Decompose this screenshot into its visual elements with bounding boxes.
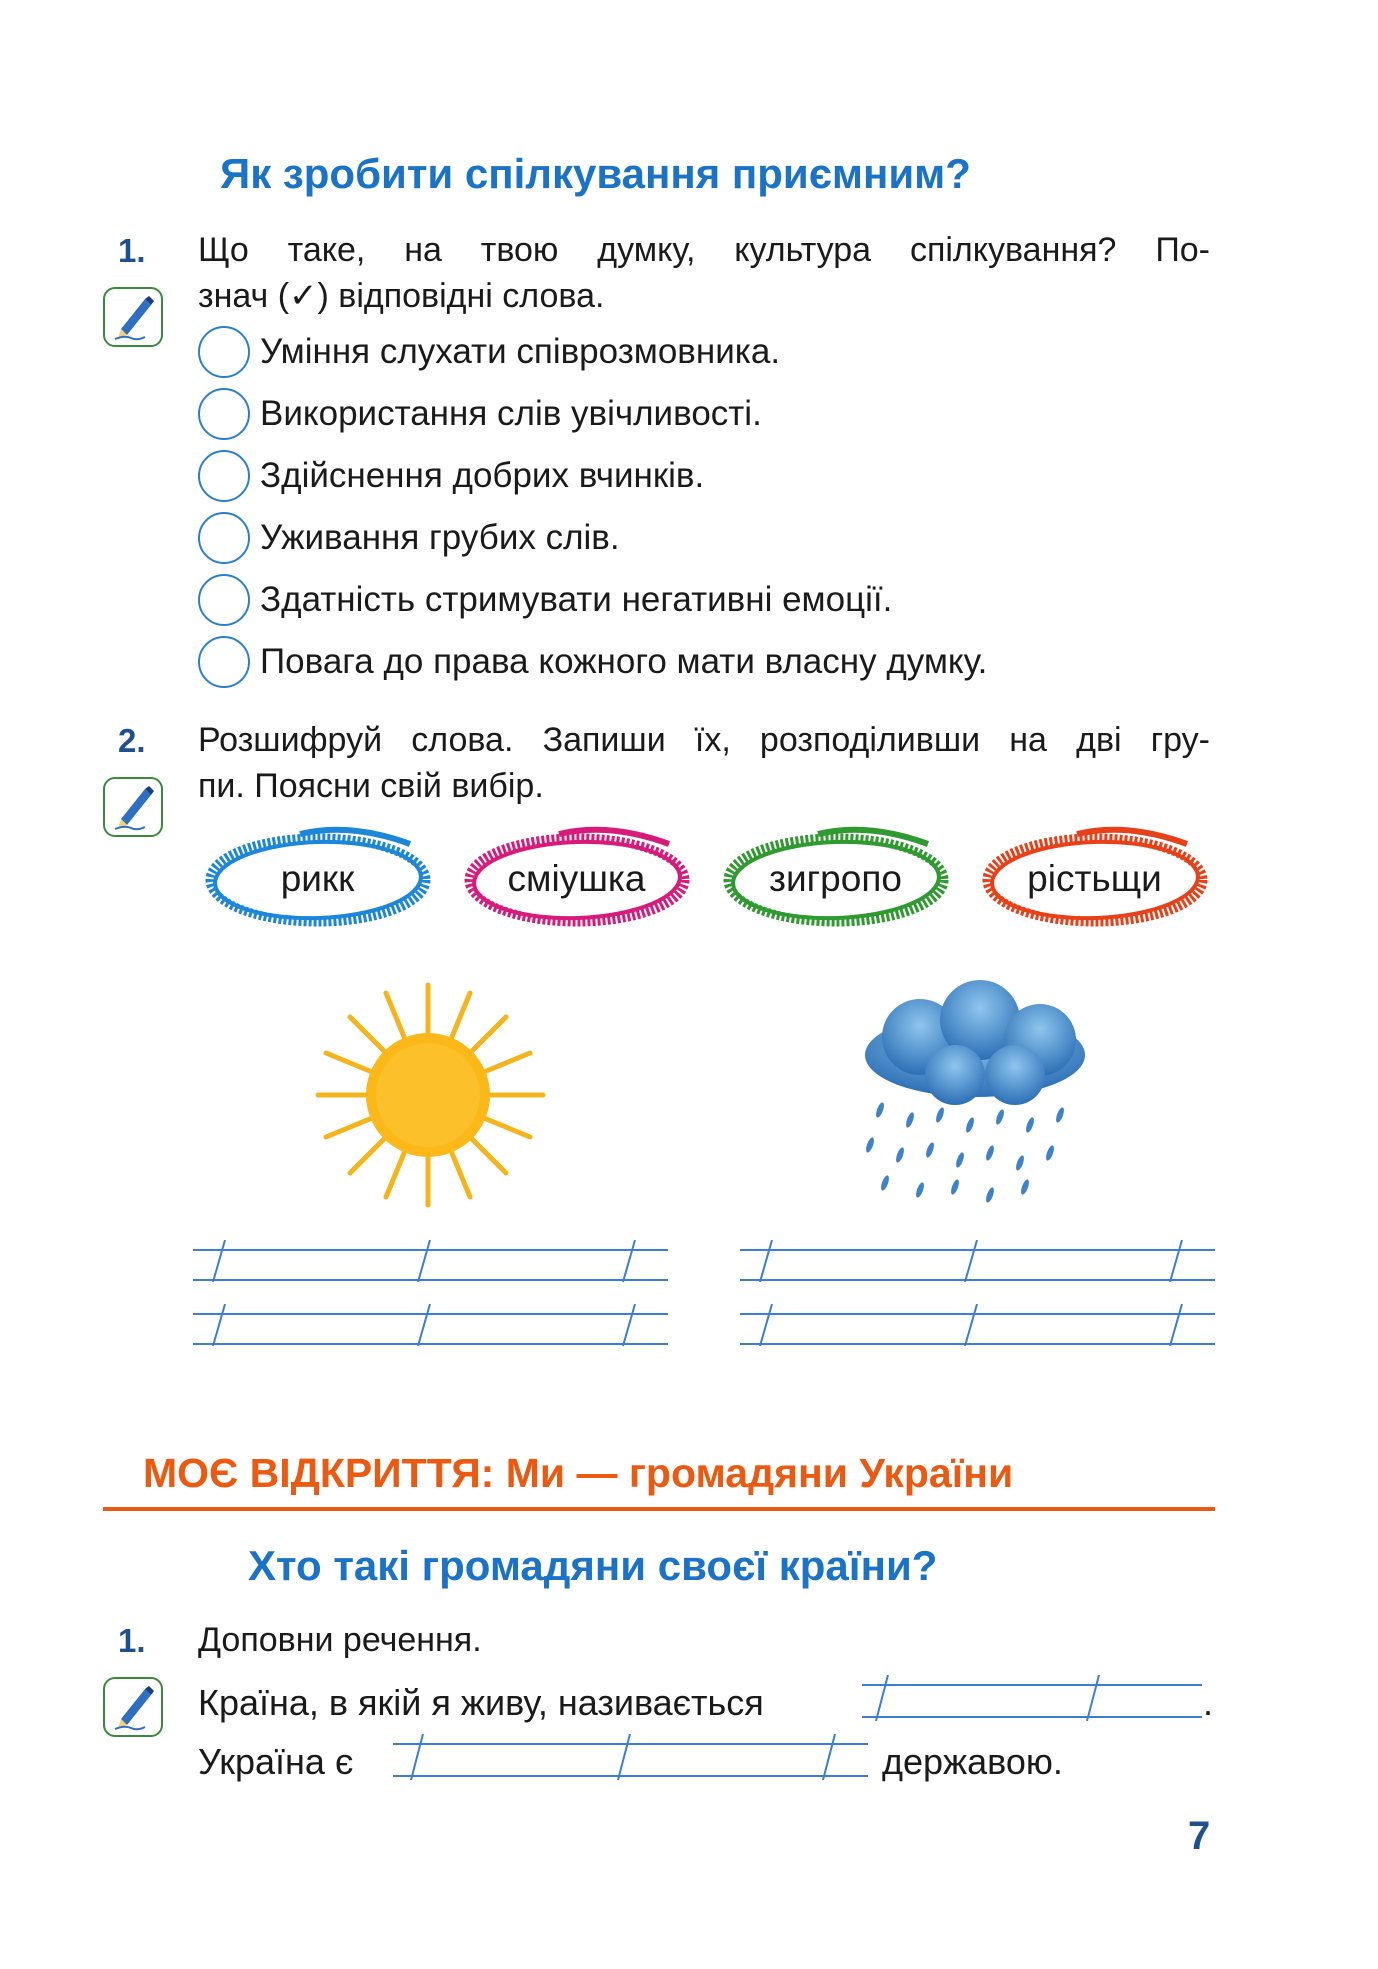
word-bubble-3: [718, 822, 953, 937]
checkbox-circle[interactable]: [198, 326, 250, 378]
task-3-number: 1.: [118, 1622, 146, 1659]
section-title-2: Хто такі громадяни своєї країни?: [248, 1542, 938, 1589]
page-number: 7: [1188, 1814, 1211, 1858]
pencil-icon: [103, 777, 163, 837]
checkbox-circle[interactable]: [198, 636, 250, 688]
checkbox-circle[interactable]: [198, 512, 250, 564]
rain-cloud-icon: [840, 975, 1110, 1210]
option-label: Уживання грубих слів.: [260, 518, 620, 557]
checkbox-circle[interactable]: [198, 388, 250, 440]
task-2-line-1: Розшифруй слова. Запиши їх, розподіливши на дві гру-: [198, 721, 1210, 759]
sentence-1-end: .: [1203, 1682, 1214, 1723]
option-row[interactable]: [198, 321, 987, 383]
discovery-banner-title: МОЄ ВІДКРИТТЯ: Ми — громадяни України: [143, 1450, 1014, 1496]
writing-lines-left[interactable]: [193, 1240, 668, 1346]
option-row[interactable]: [198, 507, 987, 569]
task-1-line-2: знач (✓) відповідні слова.: [198, 277, 605, 315]
option-label: Здійснення добрих вчинків.: [260, 456, 705, 495]
sentence-2-text: Україна є: [198, 1741, 354, 1782]
scrambled-word: рикк: [280, 858, 355, 899]
pencil-icon: [103, 1677, 163, 1737]
sentence-1-blank[interactable]: [862, 1675, 1202, 1721]
scrambled-word: сміушка: [507, 858, 646, 899]
task-2-line-2: пи. Поясни свій вибір.: [198, 767, 544, 805]
option-row[interactable]: [198, 631, 987, 693]
word-bubble-4: [977, 822, 1212, 937]
discovery-banner-rule: [103, 1507, 1215, 1511]
sun-icon: [303, 980, 553, 1210]
option-label: Повага до права кожного мати власну думку.: [260, 642, 988, 681]
option-row[interactable]: [198, 569, 987, 631]
task-2-number: 2.: [118, 722, 146, 759]
task-1-line-1: Що таке, на твою думку, культура спілкування? По-: [198, 231, 1210, 269]
pencil-icon: [103, 287, 163, 347]
scrambled-word: зигропо: [769, 858, 902, 899]
scrambled-word: рістьщи: [1027, 858, 1162, 899]
section-title-1: Як зробити спілкування приємним?: [220, 150, 971, 197]
checkbox-circle[interactable]: [198, 574, 250, 626]
option-row[interactable]: [198, 445, 987, 507]
word-bubble-1: [200, 822, 435, 937]
task-1-number: 1.: [118, 232, 146, 269]
sentence-1-text: Країна, в якій я живу, називається: [198, 1682, 764, 1723]
sentence-2-end: державою.: [882, 1741, 1063, 1782]
option-row[interactable]: [198, 383, 987, 445]
sentence-2-blank[interactable]: [393, 1734, 868, 1780]
writing-lines-right[interactable]: [740, 1240, 1215, 1346]
option-label: Уміння слухати співрозмовника.: [260, 332, 781, 371]
task-2-text: [198, 717, 1210, 809]
option-label: Здатність стримувати негативні емоції.: [260, 580, 893, 619]
task-1-options: [198, 321, 987, 693]
option-label: Використання слів увічливості.: [260, 394, 762, 433]
word-bubble-2: [459, 822, 694, 937]
task-3-instruction: Доповни речення.: [198, 1621, 482, 1659]
task-1-text: [198, 227, 1210, 319]
checkbox-circle[interactable]: [198, 450, 250, 502]
